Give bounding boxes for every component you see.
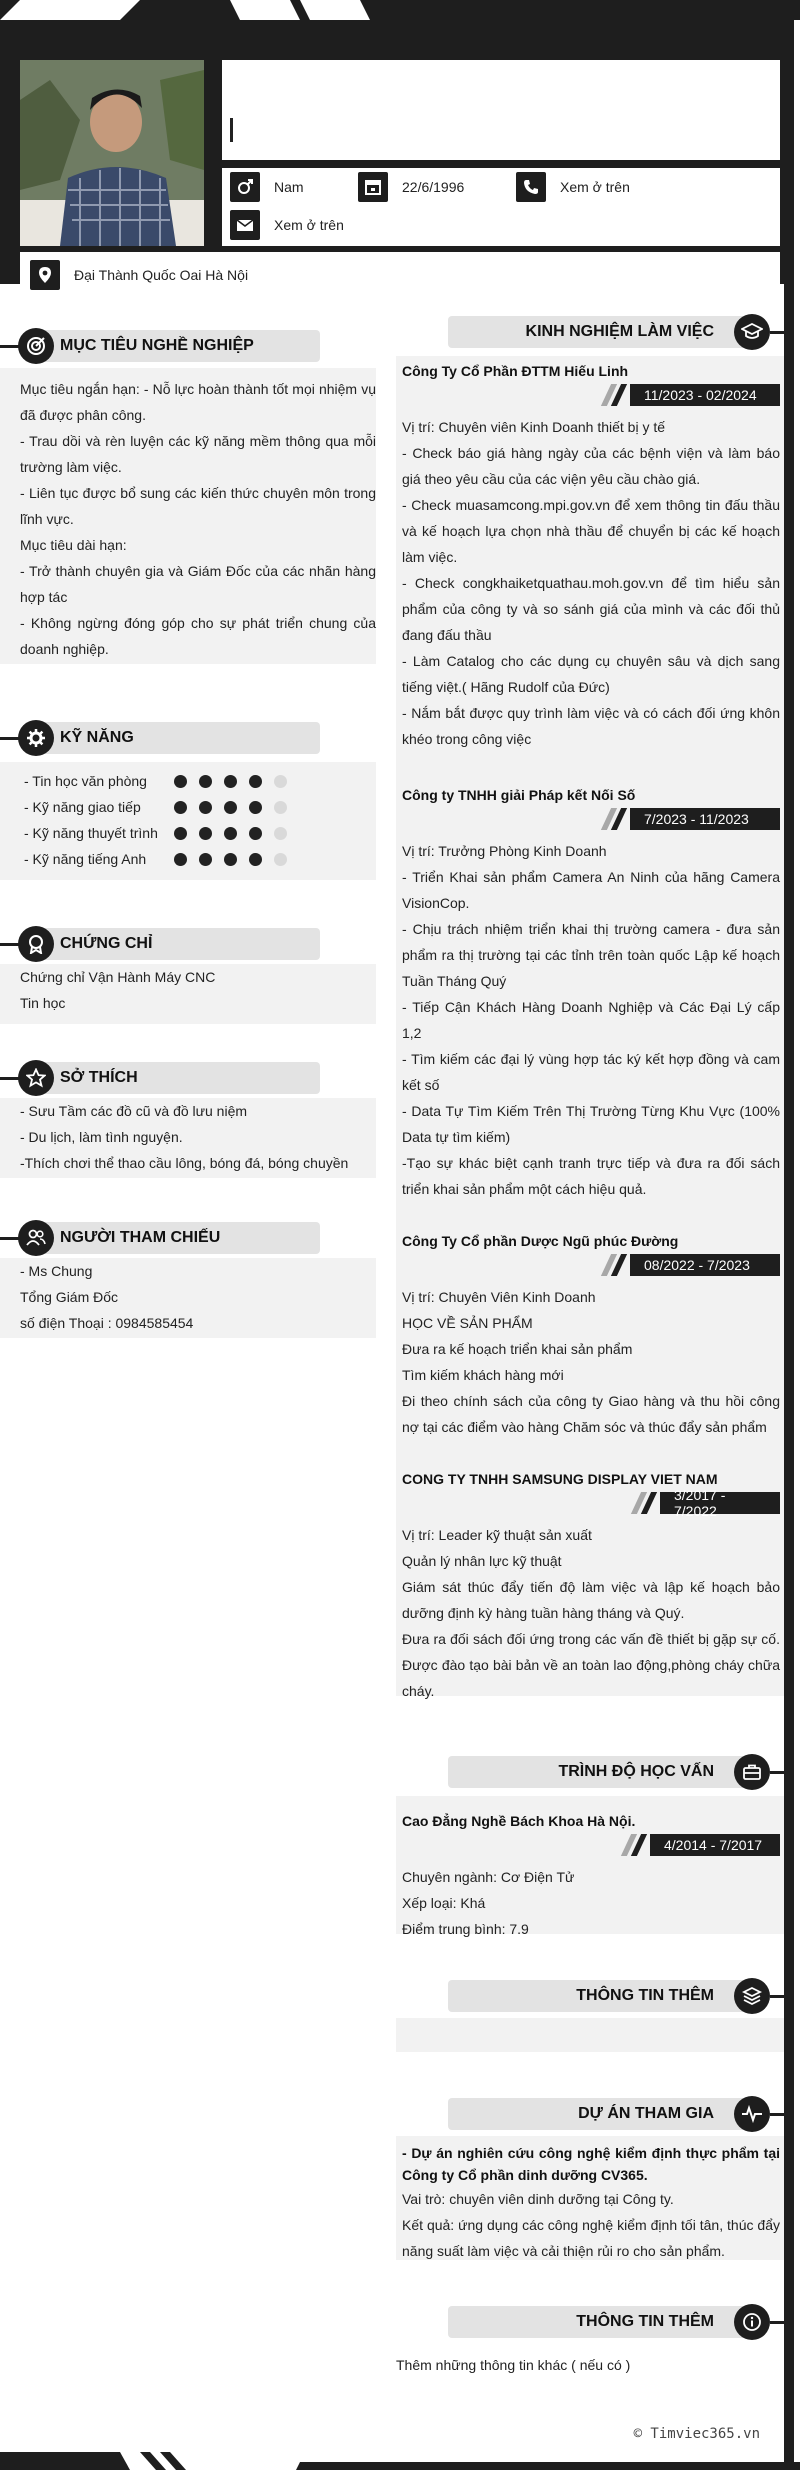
hobbies-header bbox=[0, 1060, 320, 1096]
job-line: -Tạo sự khác biệt cạnh tranh trực tiếp và đưa ra đối sách triển khai sản phẩm một cách hiệu quả. bbox=[402, 1155, 780, 1197]
job-line: Quản lý nhân lực kỹ thuật bbox=[402, 1553, 562, 1569]
top-stripe-decoration bbox=[0, 0, 800, 20]
header bbox=[0, 20, 784, 284]
references-title: NGƯỜI THAM CHIẾU bbox=[24, 1222, 320, 1254]
job-line: Đi theo chính sách của công ty Giao hàng và thu hồi công nợ tại các điểm vào hàng Chăm sóc và thúc đẩy sản phẩm bbox=[402, 1393, 780, 1435]
job-line: Vị trí: Chuyên viên Kinh Doanh thiết bị y tế bbox=[402, 419, 666, 435]
bottom-stripe-decoration bbox=[0, 2440, 800, 2470]
reference-line: Tổng Giám Đốc bbox=[20, 1289, 119, 1305]
objective-line: - Trau dồi và rèn luyện các kỹ năng mềm thông qua mỗi trường làm việc. bbox=[20, 433, 376, 475]
address-field bbox=[20, 252, 780, 298]
phone-value: Xem ở trên bbox=[560, 179, 630, 195]
job-line: - Nắm bắt được quy trình làm việc và có cách đối ứng khôn khéo trong công việc bbox=[402, 705, 780, 747]
company-name: Công Ty Cổ phần Dược Ngũ phúc Đường bbox=[402, 1233, 679, 1249]
info-icon bbox=[734, 2304, 770, 2340]
job-date-row bbox=[402, 1487, 780, 1519]
job-line: Giám sát thúc đẩy tiến độ làm việc và lập kế hoạch bảo dưỡng định kỳ hàng tuần hàng tháng và Quý. bbox=[402, 1579, 780, 1621]
objective-title: MỤC TIÊU NGHỀ NGHIỆP bbox=[24, 330, 320, 362]
more-info-2-title: THÔNG TIN THÊM bbox=[448, 2306, 748, 2338]
project-line: Vai trò: chuyên viên dinh dưỡng tại Công ty. bbox=[402, 2191, 674, 2207]
reference-line: - Ms Chung bbox=[20, 1263, 93, 1279]
hobby-line: - Du lịch, làm tình nguyện. bbox=[20, 1129, 183, 1145]
more-info-title: THÔNG TIN THÊM bbox=[448, 1980, 748, 2012]
objective-line: - Không ngừng đóng góp cho sự phát triển chung của doanh nghiệp. bbox=[20, 615, 376, 657]
skills-panel bbox=[0, 762, 376, 880]
gender-item bbox=[230, 172, 304, 202]
education-date-row bbox=[402, 1834, 780, 1858]
job-line: - Triển Khai sản phẩm Camera An Ninh của hãng Camera VisionCop. bbox=[402, 869, 780, 911]
skill-rating bbox=[174, 827, 287, 840]
skill-row bbox=[24, 768, 376, 794]
objective-header bbox=[0, 328, 320, 364]
location-pin-icon bbox=[30, 260, 60, 290]
job-line: - Tiếp Cận Khách Hàng Doanh Nghiệp và Các Đại Lý cấp 1,2 bbox=[402, 999, 780, 1041]
gear-icon bbox=[18, 720, 54, 756]
hobbies-title: SỞ THÍCH bbox=[24, 1062, 320, 1094]
objective-line: Mục tiêu dài hạn: bbox=[20, 537, 127, 553]
hobbies-panel bbox=[0, 1098, 376, 1178]
skill-rating bbox=[174, 853, 287, 866]
objective-line: - Trở thành chuyên gia và Giám Đốc của các nhãn hàng hợp tác bbox=[20, 563, 376, 605]
star-icon bbox=[18, 1060, 54, 1096]
header-rule bbox=[0, 737, 20, 740]
job-entry bbox=[402, 784, 780, 1202]
mail-icon bbox=[230, 210, 260, 240]
job-line: - Data Tự Tìm Kiếm Trên Thị Trường Từng Khu Vực (100% Data tự tìm kiếm) bbox=[402, 1103, 780, 1145]
text-cursor bbox=[230, 118, 233, 142]
header-rule bbox=[770, 331, 784, 334]
experience-title: KINH NGHIỆM LÀM VIỆC bbox=[448, 316, 748, 348]
projects-panel bbox=[396, 2136, 784, 2260]
layers-icon bbox=[734, 1978, 770, 2014]
email-item bbox=[230, 210, 344, 240]
profile-photo bbox=[20, 60, 204, 246]
education-header bbox=[448, 1754, 784, 1790]
project-line: Kết quả: ứng dụng các công nghệ kiểm định tối tân, thúc đẩy năng suất làm việc và cải thiện rủi ro cho sản phẩm. bbox=[402, 2217, 780, 2259]
more-info-2-header bbox=[448, 2304, 784, 2340]
certificates-title: CHỨNG CHỈ bbox=[24, 928, 320, 960]
job-line: Tìm kiếm khách hàng mới bbox=[402, 1367, 564, 1383]
experience-panel bbox=[396, 356, 784, 1699]
job-line: Đưa ra kế hoạch triển khai sản phẩm bbox=[402, 1341, 633, 1357]
skill-name: - Kỹ năng giao tiếp bbox=[24, 799, 141, 815]
award-icon bbox=[18, 926, 54, 962]
experience-header bbox=[448, 314, 784, 350]
education-panel bbox=[396, 1796, 784, 1937]
certificate-line: Tin học bbox=[20, 995, 66, 1011]
pulse-icon bbox=[734, 2096, 770, 2132]
phone-item bbox=[516, 172, 630, 202]
education-line: Điểm trung bình: 7.9 bbox=[402, 1921, 529, 1937]
header-rule bbox=[0, 943, 20, 946]
graduation-cap-icon bbox=[734, 314, 770, 350]
hobby-line: - Sưu Tầm các đồ cũ và đồ lưu niệm bbox=[20, 1103, 248, 1119]
references-header bbox=[0, 1220, 320, 1256]
job-date-row bbox=[402, 384, 780, 408]
company-name: Công ty TNHH giải Pháp kết Nối Số bbox=[402, 787, 636, 803]
job-date: 7/2023 - 11/2023 bbox=[630, 808, 780, 830]
job-line: Vị trí: Trưởng Phòng Kinh Doanh bbox=[402, 843, 607, 859]
header-rule bbox=[0, 1077, 20, 1080]
birthday-value: 22/6/1996 bbox=[402, 179, 465, 195]
company-name: Công Ty Cổ Phần ĐTTM Hiếu Linh bbox=[402, 363, 629, 379]
education-line: Chuyên ngành: Cơ Điện Tử bbox=[402, 1869, 575, 1885]
target-icon bbox=[18, 328, 54, 364]
objective-line: Mục tiêu ngắn hạn: - Nỗ lực hoàn thành tốt mọi nhiệm vụ đã được phân công. bbox=[20, 381, 376, 423]
education-date: 4/2014 - 7/2017 bbox=[650, 1834, 780, 1856]
contact-info bbox=[222, 168, 780, 246]
skill-rating bbox=[174, 775, 287, 788]
header-rule bbox=[770, 1771, 784, 1774]
education-line: Xếp loại: Khá bbox=[402, 1895, 486, 1911]
job-line: - Tìm kiếm các đại lý vùng hợp tác ký kết hợp đồng và cam kết số bbox=[402, 1051, 780, 1093]
objective-panel bbox=[0, 368, 376, 664]
hobby-line: -Thích chơi thể thao cầu lông, bóng đá, bóng chuyền bbox=[20, 1155, 349, 1171]
header-rule bbox=[770, 1995, 784, 1998]
education-title: TRÌNH ĐỘ HỌC VẤN bbox=[448, 1756, 748, 1788]
job-line: - Làm Catalog cho các dụng cụ chuyên sâu và dịch sang tiếng việt.( Hãng Rudolf của Đức) bbox=[402, 653, 780, 695]
job-date: 08/2022 - 7/2023 bbox=[630, 1254, 780, 1276]
job-entry bbox=[402, 360, 780, 752]
skill-name: - Tin học văn phòng bbox=[24, 773, 147, 789]
more-info-panel bbox=[396, 2018, 784, 2052]
more-info-2-text: Thêm những thông tin khác ( nếu có ) bbox=[396, 2357, 631, 2373]
job-line: Vị trí: Chuyên Viên Kinh Doanh bbox=[402, 1289, 596, 1305]
job-date: 3/2017 - 7/2022 bbox=[660, 1492, 780, 1514]
company-name: CONG TY TNHH SAMSUNG DISPLAY VIET NAM bbox=[402, 1471, 718, 1487]
header-rule bbox=[770, 2321, 784, 2324]
job-line: Đưa ra đối sách đối ứng trong các vấn đề thiết bị gặp sự cố. Được đào tạo bài bản về an toàn lao động,phòng cháy chữa cháy. bbox=[402, 1631, 780, 1699]
skill-row bbox=[24, 794, 376, 820]
job-line: - Check muasamcong.mpi.gov.vn để xem thông tin đấu thầu và kế hoạch lựa chọn nhà thầu để chuyển bị các kế hoạch làm việc. bbox=[402, 497, 780, 565]
projects-title: DỰ ÁN THAM GIA bbox=[448, 2098, 748, 2130]
job-line: - Check báo giá hàng ngày của các bệnh viện và làm báo giá theo yêu cầu của các viện yêu cầu chào giá. bbox=[402, 445, 780, 487]
address-value: Đại Thành Quốc Oai Hà Nội bbox=[74, 267, 249, 283]
skill-name: - Kỹ năng tiếng Anh bbox=[24, 851, 147, 867]
skill-name: - Kỹ năng thuyết trình bbox=[24, 825, 158, 841]
job-date-row bbox=[402, 808, 780, 832]
people-icon bbox=[18, 1220, 54, 1256]
project-heading: - Dự án nghiên cứu công nghệ kiểm định thực phẩm tại Công ty Cổ phần dinh dưỡng CV365. bbox=[402, 2145, 780, 2183]
job-line: - Check congkhaiketquathau.moh.gov.vn để tìm hiểu sản phẩm của công ty và so sánh giá của mình và các đối thủ đang đấu thầu bbox=[402, 575, 780, 643]
job-line: Vị trí: Leader kỹ thuật sản xuất bbox=[402, 1527, 592, 1543]
birthday-item bbox=[358, 172, 464, 202]
more-info-header bbox=[448, 1978, 784, 2014]
name-field bbox=[222, 60, 780, 160]
calendar-icon bbox=[358, 172, 388, 202]
gender-value: Nam bbox=[274, 179, 304, 195]
job-entry bbox=[402, 1468, 780, 1704]
phone-icon bbox=[516, 172, 546, 202]
projects-header bbox=[448, 2096, 784, 2132]
address-item bbox=[30, 260, 248, 290]
school-name: Cao Đẳng Nghề Bách Khoa Hà Nội. bbox=[402, 1813, 636, 1829]
skills-header bbox=[0, 720, 320, 756]
certificates-panel bbox=[0, 964, 376, 1024]
skill-row bbox=[24, 820, 376, 846]
skill-rating bbox=[174, 801, 287, 814]
right-edge-bar bbox=[784, 0, 794, 2470]
job-date: 11/2023 - 02/2024 bbox=[630, 384, 780, 406]
job-date-row bbox=[402, 1254, 780, 1278]
briefcase-icon bbox=[734, 1754, 770, 1790]
certificate-line: Chứng chỉ Vận Hành Máy CNC bbox=[20, 969, 216, 985]
header-rule bbox=[0, 345, 20, 348]
job-entry bbox=[402, 1230, 780, 1440]
skill-row bbox=[24, 846, 376, 872]
job-line: - Chịu trách nhiệm triển khai thị trường camera - đưa sản phẩm ra thị trường tại các tỉnh trên toàn quốc Lập kế hoạch Tuần Tháng Quý bbox=[402, 921, 780, 989]
references-panel bbox=[0, 1258, 376, 1338]
gender-icon bbox=[230, 172, 260, 202]
footer-brand: © Timviec365.vn bbox=[633, 2426, 760, 2442]
reference-line: số điện Thoại : 0984585454 bbox=[20, 1315, 194, 1331]
email-value: Xem ở trên bbox=[274, 217, 344, 233]
header-rule bbox=[0, 1237, 20, 1240]
job-line: HỌC VỀ SẢN PHẨM bbox=[402, 1315, 533, 1331]
skills-title: KỸ NĂNG bbox=[24, 722, 320, 754]
certificates-header bbox=[0, 926, 320, 962]
header-rule bbox=[770, 2113, 784, 2116]
objective-line: - Liên tục được bổ sung các kiến thức chuyên môn trong lĩnh vực. bbox=[20, 485, 376, 527]
